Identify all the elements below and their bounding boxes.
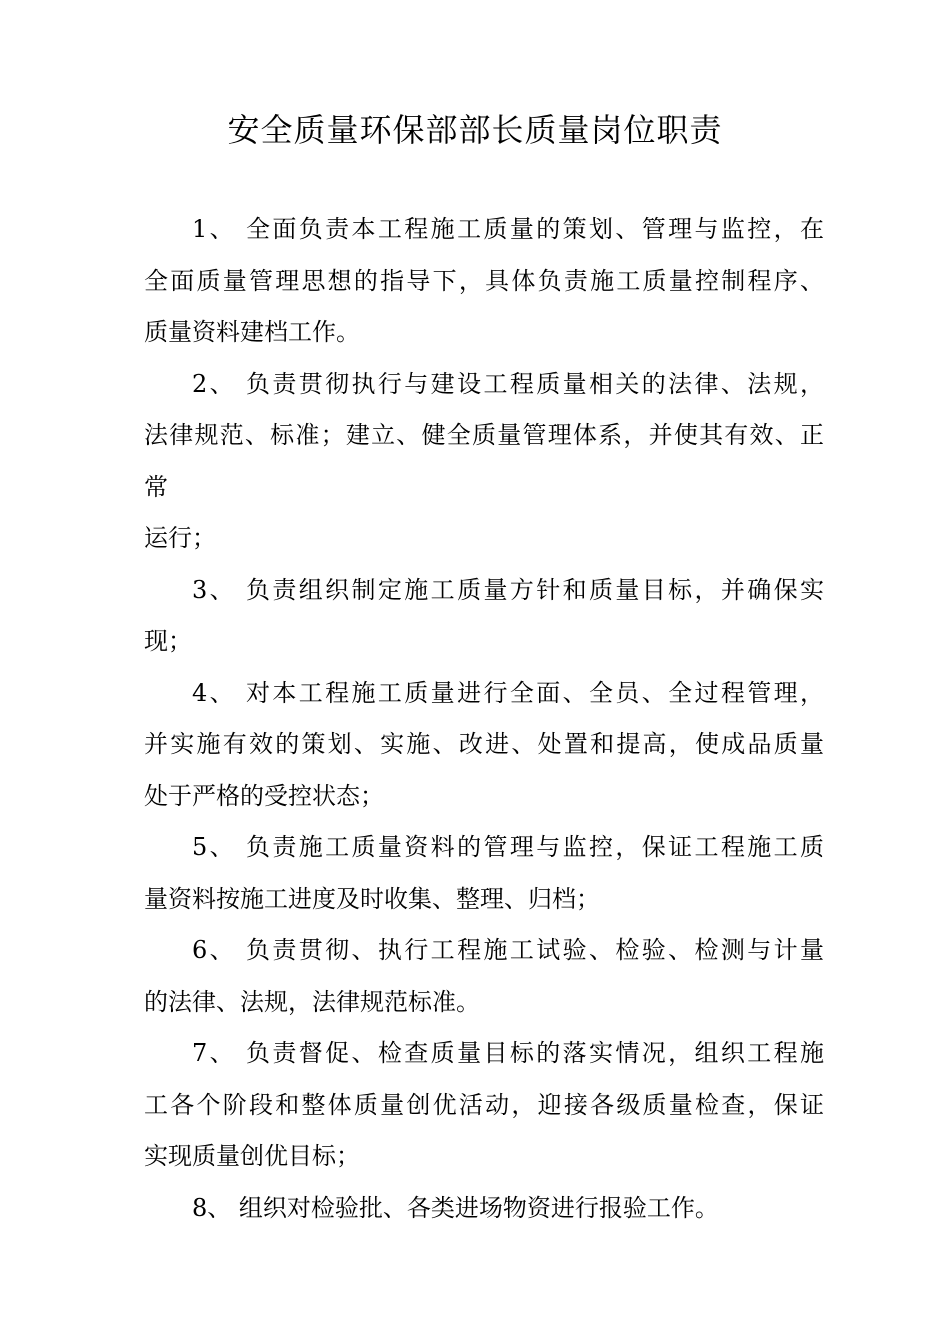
item-7-line-1: 7、 负责督促、检查质量目标的落实情况，组织工程施 xyxy=(192,1039,824,1067)
item-3-line-2: 现； xyxy=(144,627,192,655)
item-4-line-1: 4、 对本工程施工质量进行全面、全员、全过程管理， xyxy=(192,678,824,707)
item-5-line-2: 量资料按施工进度及时收集、整理、归档； xyxy=(144,884,600,913)
item-3-line-1: 3、 负责组织制定施工质量方针和质量目标，并确保实 xyxy=(192,575,824,604)
item-1-line-3: 质量资料建档工作。 xyxy=(144,318,360,346)
item-4-line-3: 处于严格的受控状态； xyxy=(144,781,384,810)
item-1-line-1: 1、 全面负责本工程施工质量的策划、管理与监控，在 xyxy=(192,215,824,243)
item-7-line-3: 实现质量创优目标； xyxy=(144,1142,360,1170)
item-5-line-1: 5、 负责施工质量资料的管理与监控，保证工程施工质 xyxy=(192,833,824,861)
item-2-line-4: 运行； xyxy=(144,524,216,552)
item-2-line-1: 2、 负责贯彻执行与建设工程质量相关的法律、法规， xyxy=(192,369,824,398)
item-4-line-2: 并实施有效的策划、实施、改进、处置和提高，使成品质量 xyxy=(144,730,824,758)
item-6-line-2: 的法律、法规，法律规范标准。 xyxy=(144,987,480,1016)
item-2-line-2: 法律规范、标准；建立、健全质量管理体系，并使其有效、正 xyxy=(144,421,824,449)
document-body xyxy=(144,204,824,1234)
item-2-line-3: 常 xyxy=(144,472,168,501)
item-7-line-2: 工各个阶段和整体质量创优活动，迎接各级质量检查，保证 xyxy=(144,1090,824,1119)
item-8-line-1: 8、 组织对检验批、各类进场物资进行报验工作。 xyxy=(192,1193,719,1222)
document-title: 安全质量环保部部长质量岗位职责 xyxy=(227,111,723,149)
item-1-line-2: 全面质量管理思想的指导下，具体负责施工质量控制程序、 xyxy=(144,266,824,295)
item-6-line-1: 6、 负责贯彻、执行工程施工试验、检验、检测与计量 xyxy=(192,936,824,964)
